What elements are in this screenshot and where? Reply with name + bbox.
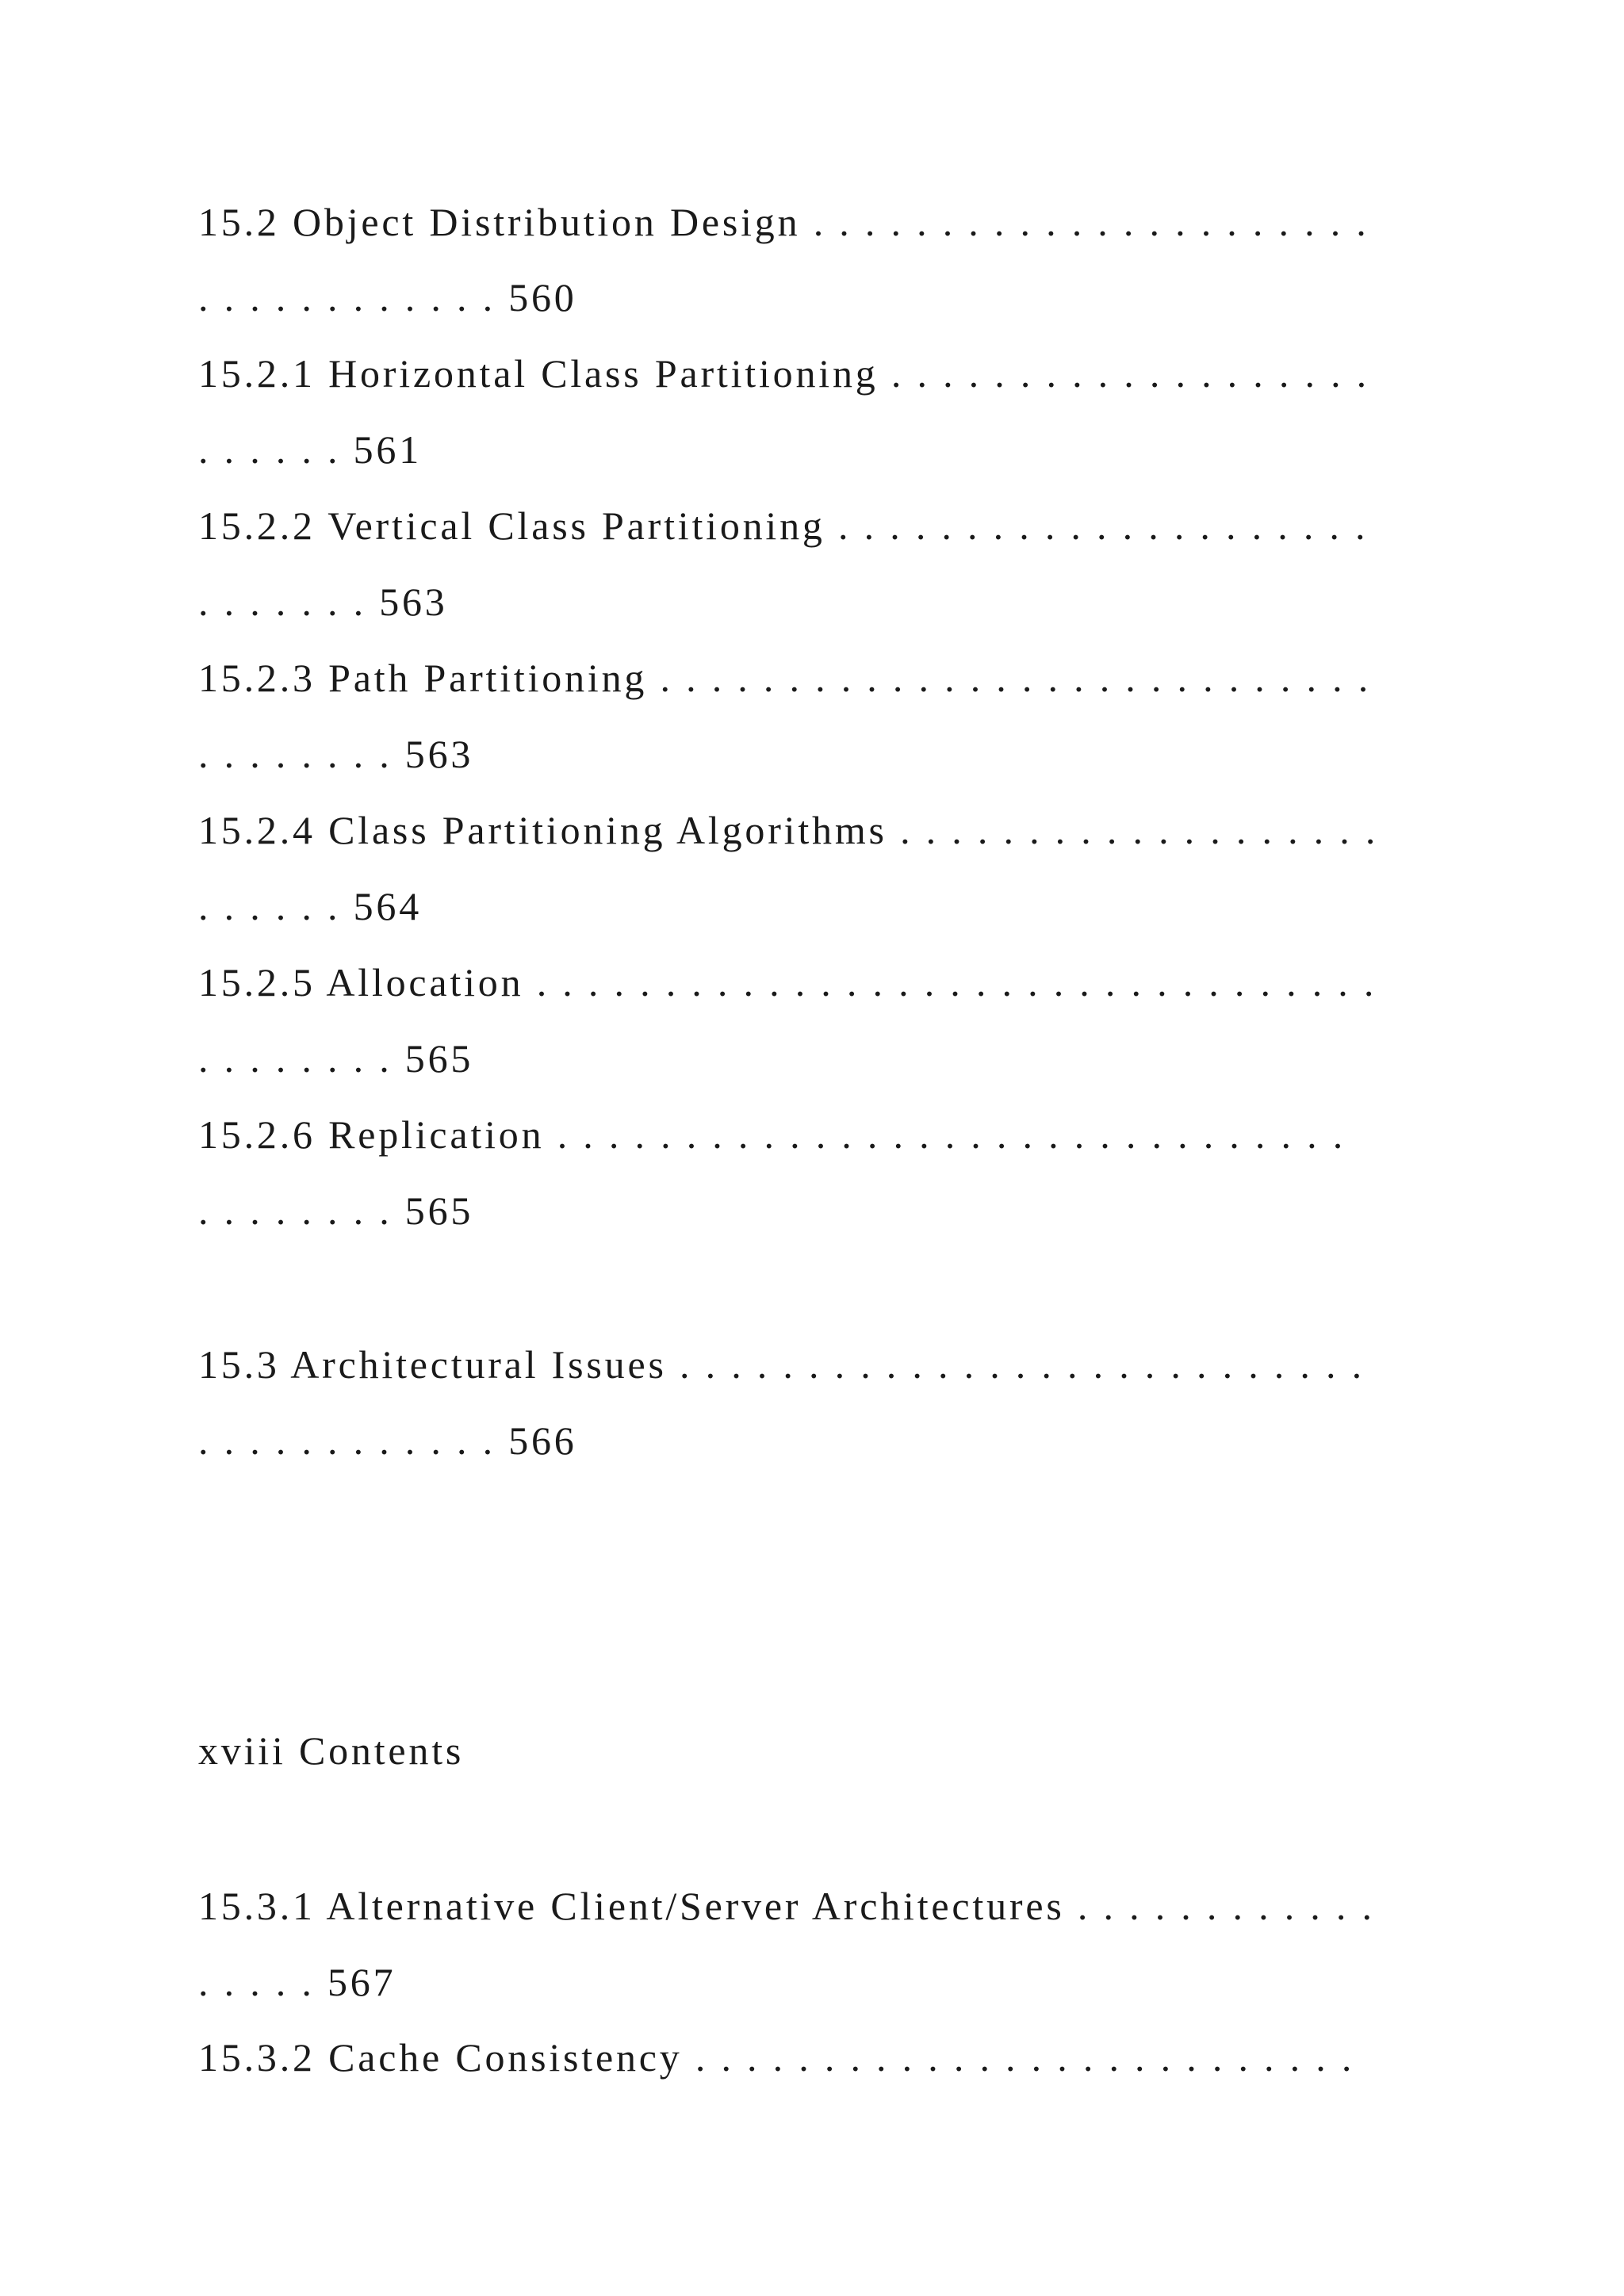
running-header: xviii Contents [198,1728,465,1773]
toc-entry-15-2-4-page: . . . . . . 564 [198,884,422,928]
toc-entry-15-2-5: 15.2.5 Allocation . . . . . . . . . . . . . . . . . . . . . . . . . . . . . . . . . [198,960,1377,1004]
toc-entry-15-2-1-page: . . . . . . 561 [198,427,422,472]
toc-entry-15-3-1-page: . . . . . 567 [198,1960,396,2004]
toc-entry-15-3: 15.3 Architectural Issues . . . . . . . . . . . . . . . . . . . . . . . . . . . [198,1342,1365,1387]
toc-entry-15-3-2: 15.3.2 Cache Consistency . . . . . . . . . . . . . . . . . . . . . . . . . . [198,2035,1355,2080]
toc-entry-15-3-1: 15.3.1 Alternative Client/Server Architectures . . . . . . . . . . . . [198,1884,1375,1928]
toc-entry-15-2-4: 15.2.4 Class Partitioning Algorithms . . . . . . . . . . . . . . . . . . . [198,808,1379,852]
toc-entry-15-2-5-page: . . . . . . . . 565 [198,1036,474,1081]
toc-entry-15-2-6-page: . . . . . . . . 565 [198,1188,474,1233]
toc-entry-15-2-2: 15.2.2 Vertical Class Partitioning . . . . . . . . . . . . . . . . . . . . . [198,503,1369,548]
toc-entry-15-2-3: 15.2.3 Path Partitioning . . . . . . . . . . . . . . . . . . . . . . . . . . . . [198,656,1371,700]
toc-entry-15-2: 15.2 Object Distribution Design . . . . . . . . . . . . . . . . . . . . . . [198,200,1369,244]
toc-entry-15-2-page: . . . . . . . . . . . . 560 [198,275,577,320]
toc-entry-15-2-6: 15.2.6 Replication . . . . . . . . . . . . . . . . . . . . . . . . . . . . . . . [198,1112,1346,1157]
toc-entry-15-3-page: . . . . . . . . . . . . 566 [198,1418,577,1463]
toc-entry-15-2-3-page: . . . . . . . . 563 [198,732,474,776]
toc-entry-15-2-2-page: . . . . . . . 563 [198,580,448,624]
toc-entry-15-2-1: 15.2.1 Horizontal Class Partitioning . . . . . . . . . . . . . . . . . . . [198,351,1369,396]
